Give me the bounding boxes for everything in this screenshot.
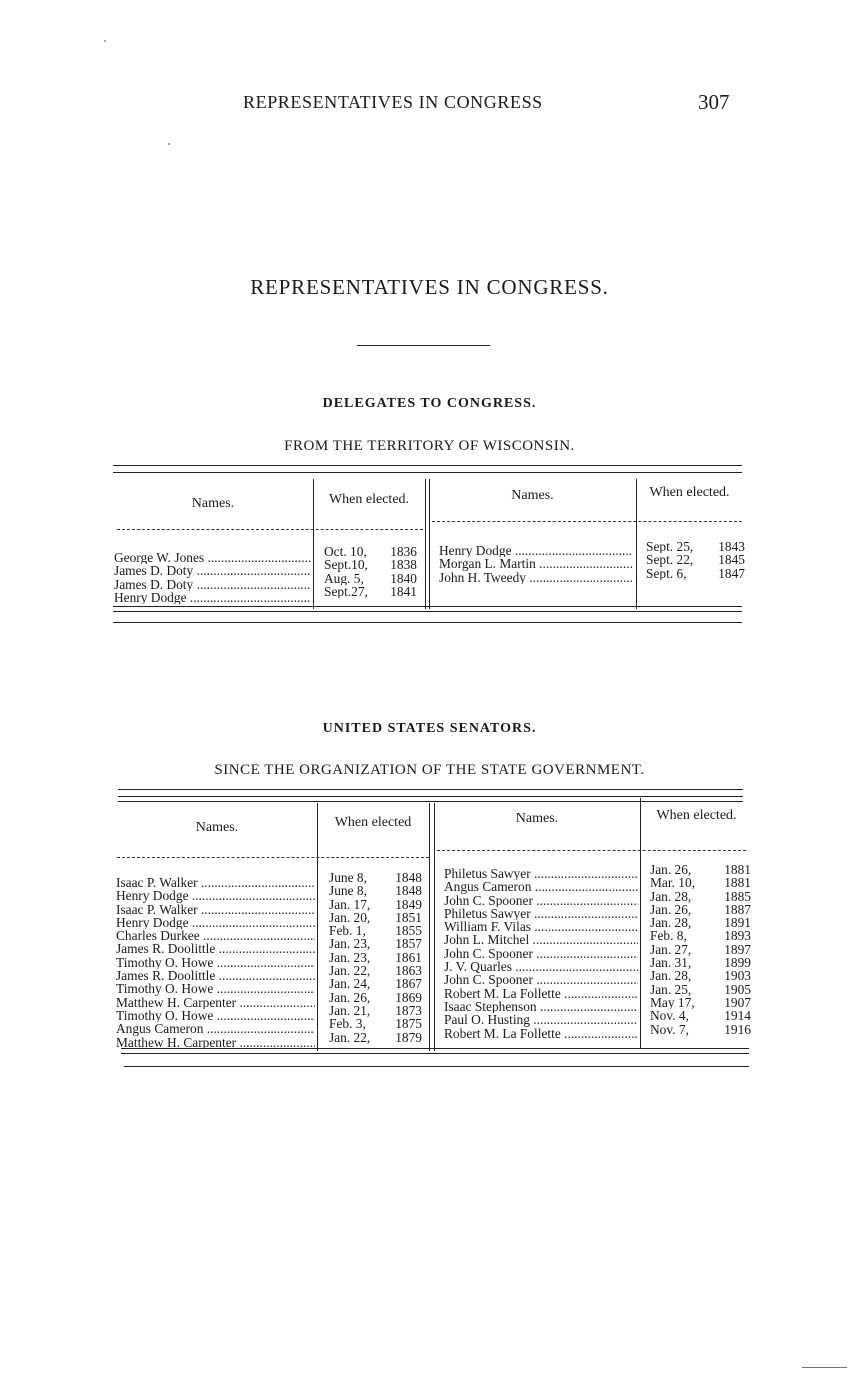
senators-subheading: SINCE THE ORGANIZATION OF THE STATE GOVERNMENT. [214,762,645,778]
column-divider [434,803,435,1051]
page-number: 307 [698,90,730,114]
election-year: 1843 [718,540,745,554]
election-year: 1848 [395,884,422,898]
title-divider [357,345,490,346]
list-item [444,933,638,946]
election-month-day: Jan. 17, [329,897,371,911]
header-rule [437,850,746,851]
member-name: James D. Doty ..... [114,564,311,577]
election-month-day: Sept. 25, [646,540,694,554]
scan-speck [104,40,106,42]
column-header-when-elected: When elected. [649,485,730,500]
election-year: 1845 [718,553,745,567]
election-year: 1916 [724,1022,751,1036]
election-month-day: Sept. 22, [646,553,694,567]
election-month-day: June 8, [329,871,367,885]
member-name: Angus Cameron ..... [116,1022,315,1035]
list-item [444,987,638,1000]
table-rule-bottom-inner [121,1048,749,1049]
list-item [650,956,751,969]
election-month-day: Feb. 3, [329,1017,366,1031]
member-name: John C. Spooner ..... [444,947,638,960]
election-month-day: Jan. 28, [650,916,692,930]
election-year: 1841 [390,584,417,599]
election-month-day: Sept.27, [324,584,368,599]
delegates-left-names [114,551,311,604]
election-month-day: Oct. 10, [324,545,367,559]
table-rule-top [118,789,743,790]
list-item [329,991,422,1004]
election-month-day: Feb. 8, [650,929,687,943]
member-name: James D. Doty ..... [114,578,311,591]
table-rule-bottom [113,611,742,612]
list-item [329,924,422,937]
election-month-day: Jan. 27, [650,942,692,957]
list-item [329,884,422,897]
list-item [114,591,311,604]
election-month-day: Mar. 10, [650,876,696,890]
election-month-day: Aug. 5, [324,571,364,585]
list-item [439,544,633,557]
election-year: 1891 [724,916,751,930]
column-divider [425,479,426,609]
election-month-day: Feb. 1, [329,924,366,938]
member-name: Henry Dodge ..... [116,916,315,929]
table-rule-bottom-outer [113,622,742,623]
running-head: REPRESENTATIVES IN CONGRESS [243,92,543,112]
senators-heading: UNITED STATES SENATORS. [322,721,537,736]
list-item [324,558,417,571]
list-item [444,973,638,986]
member-name: Robert M. La Follette ..... [444,987,638,1000]
list-item [114,578,311,591]
list-item [116,982,315,995]
column-divider [317,803,318,1051]
list-item [444,920,638,933]
header-rule [117,857,429,858]
senators-left-names [116,876,315,1049]
member-name: Matthew H. Carpenter ..... [116,996,315,1009]
list-item [444,907,638,920]
member-name: Charles Durkee ..... [116,929,315,942]
list-item [324,545,417,558]
list-item [324,585,417,598]
election-month-day: Jan. 22, [329,1030,371,1044]
election-month-day: Jan. 25, [650,982,692,996]
election-year: 1873 [395,1003,422,1018]
election-month-day: Jan. 22, [329,964,371,978]
delegates-right-names [439,544,633,584]
table-rule-top-lower [118,801,743,802]
list-item [650,996,751,1009]
member-name: Timothy O. Howe ..... [116,982,315,995]
table-rule-bottom [121,1053,749,1054]
member-name: Isaac P. Walker ..... [116,876,315,889]
election-month-day: Jan. 26, [329,990,371,1004]
list-item [650,943,751,956]
member-name: James R. Doolittle ..... [116,969,315,982]
table-rule-top-inner [113,472,742,473]
election-year: 1887 [724,902,751,917]
delegates-subheading: FROM THE TERRITORY OF WISCONSIN. [284,438,575,454]
list-item [329,951,422,964]
member-name: Philetus Sawyer ..... [444,907,638,920]
member-name: John L. Mitchel ..... [444,933,638,946]
list-item [329,1031,422,1044]
list-item [444,1027,638,1040]
column-header-when-elected: When elected. [656,808,737,823]
list-item [329,964,422,977]
column-header-names: Names. [515,811,559,826]
election-year: 1903 [724,969,751,983]
election-year: 1863 [395,964,422,978]
list-item [650,863,751,876]
member-name: John H. Tweedy ..... [439,571,633,584]
list-item [324,572,417,585]
list-item [329,977,422,990]
election-month-day: Jan. 23, [329,950,371,965]
election-year: 1851 [395,910,422,925]
member-name: Philetus Sawyer ..... [444,867,638,880]
list-item [650,916,751,929]
member-name: Henry Dodge ..... [439,544,633,557]
list-item [116,916,315,929]
member-name: James R. Doolittle ..... [116,942,315,955]
senators-left-dates [329,871,422,1044]
list-item [116,969,315,982]
election-year: 1881 [724,876,751,890]
list-item [116,903,315,916]
member-name: Isaac Stephenson ..... [444,1000,638,1013]
election-year: 1869 [395,990,422,1004]
member-name: John C. Spooner ..... [444,894,638,907]
election-month-day: Nov. 7, [650,1022,689,1036]
list-item [116,1036,315,1049]
election-month-day: Nov. 4, [650,1009,689,1023]
list-item [650,1009,751,1022]
list-item [116,876,315,889]
election-month-day: Jan. 24, [329,977,371,991]
election-year: 1849 [395,897,422,911]
list-item [329,937,422,950]
member-name: Henry Dodge ..... [114,591,311,604]
list-item [650,890,751,903]
table-rule-top [113,465,742,466]
election-month-day: Jan. 28, [650,969,692,983]
list-item [444,960,638,973]
election-month-day: May 17, [650,995,695,1010]
member-name: Isaac P. Walker ..... [116,903,315,916]
senators-right-names [444,867,638,1040]
election-month-day: Jan. 26, [650,902,692,917]
election-year: 1899 [724,956,751,970]
election-year: 1905 [724,982,751,996]
header-rule [117,529,423,530]
list-item [114,551,311,564]
member-name: Paul O. Husting ..... [444,1013,638,1026]
member-name: John C. Spooner ..... [444,973,638,986]
table-rule-bottom-inner [113,606,742,607]
delegates-left-dates [324,545,417,598]
list-item [114,564,311,577]
column-divider [640,798,641,1048]
election-month-day: Jan. 21, [329,1003,371,1018]
table-rule-top-inner [118,796,743,797]
list-item [116,1022,315,1035]
election-year: 1907 [724,995,751,1010]
list-item [116,889,315,902]
election-month-day: Jan. 28, [650,889,692,903]
election-year: 1885 [724,889,751,903]
scan-mark [802,1367,847,1368]
list-item [329,1017,422,1030]
election-year: 1840 [390,571,417,585]
column-divider [429,803,430,1051]
election-year: 1836 [390,545,417,559]
member-name: Angus Cameron ..... [444,880,638,893]
scan-speck [168,143,170,145]
election-month-day: Jan. 23, [329,937,371,951]
member-name: J. V. Quarles ..... [444,960,638,973]
list-item [116,956,315,969]
election-month-day: Sept. 6, [646,566,687,580]
election-year: 1893 [724,929,751,943]
election-year: 1881 [724,863,751,877]
election-year: 1857 [395,937,422,951]
header-rule [432,521,742,522]
list-item [116,942,315,955]
table-rule-bottom-outer [124,1066,749,1067]
election-year: 1861 [395,950,422,965]
list-item [650,929,751,942]
member-name: Matthew H. Carpenter ..... [116,1036,315,1049]
election-year: 1855 [395,924,422,938]
column-header-when-elected: When elected [334,815,412,830]
list-item [444,1013,638,1026]
election-month-day: June 8, [329,884,367,898]
list-item [444,867,638,880]
member-name: George W. Jones ..... [114,551,311,564]
list-item [650,1023,751,1036]
list-item [444,1000,638,1013]
election-year: 1838 [390,558,417,572]
list-item [650,876,751,889]
member-name: Henry Dodge ..... [116,889,315,902]
list-item [329,871,422,884]
election-year: 1897 [724,942,751,957]
election-year: 1879 [395,1030,422,1044]
election-year: 1847 [718,566,745,580]
member-name: Robert M. La Follette ..... [444,1027,638,1040]
column-header-names: Names. [511,488,554,503]
list-item [444,880,638,893]
election-year: 1848 [395,871,422,885]
election-month-day: Jan. 31, [650,956,692,970]
list-item [116,1009,315,1022]
page-title: REPRESENTATIVES IN CONGRESS. [250,275,609,299]
list-item [116,996,315,1009]
election-year: 1875 [395,1017,422,1031]
list-item [439,557,633,570]
list-item [646,540,745,553]
delegates-right-dates [646,540,745,580]
list-item [329,898,422,911]
list-item [650,903,751,916]
member-name: Morgan L. Martin ..... [439,557,633,570]
delegates-heading: DELEGATES TO CONGRESS. [322,396,537,411]
election-year: 1914 [724,1009,751,1023]
list-item [439,571,633,584]
list-item [444,947,638,960]
list-item [444,894,638,907]
election-month-day: Jan. 26, [650,863,692,877]
member-name: Timothy O. Howe ..... [116,1009,315,1022]
list-item [329,1004,422,1017]
senators-right-dates [650,863,751,1036]
election-year: 1867 [395,977,422,991]
election-month-day: Sept.10, [324,558,368,572]
list-item [329,911,422,924]
election-month-day: Jan. 20, [329,910,371,925]
list-item [646,553,745,566]
member-name: William F. Vilas ..... [444,920,638,933]
list-item [650,969,751,982]
member-name: Timothy O. Howe ..... [116,956,315,969]
list-item [646,567,745,580]
column-header-names: Names. [195,820,239,835]
column-header-names: Names. [191,496,235,511]
column-header-when-elected: When elected. [328,492,410,507]
list-item [650,983,751,996]
list-item [116,929,315,942]
